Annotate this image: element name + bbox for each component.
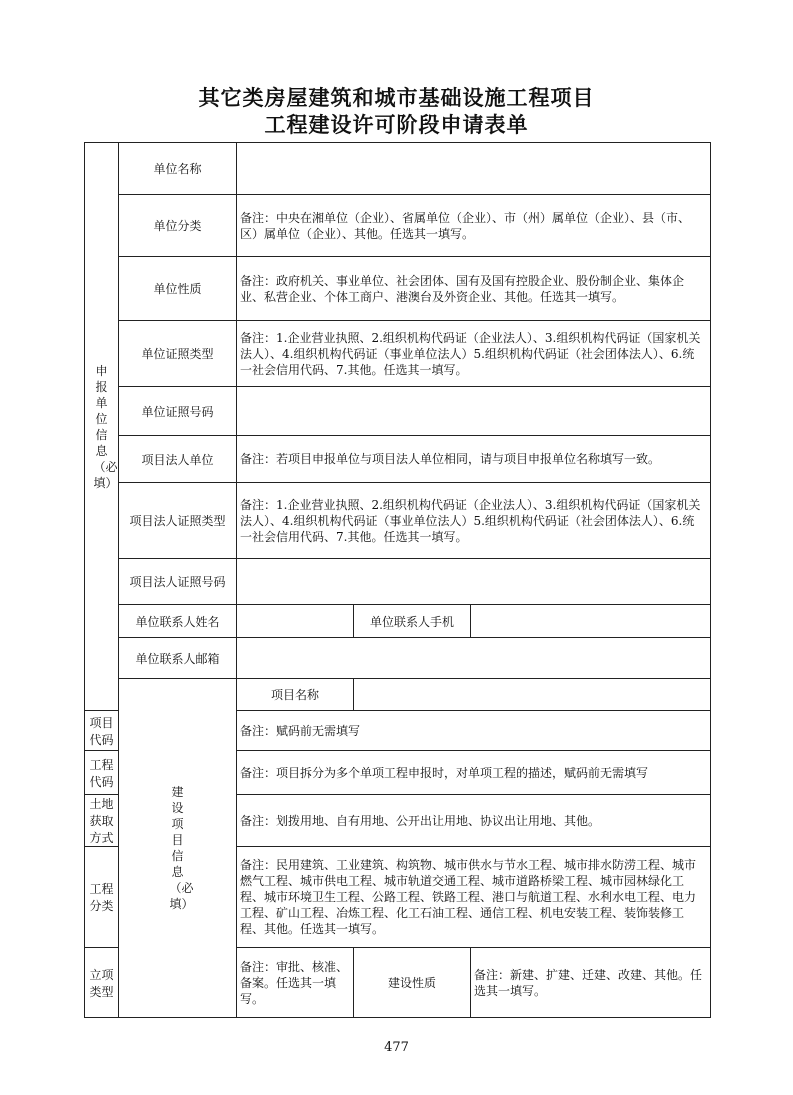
field-engineering-category[interactable]: 备注：民用建筑、工业建筑、构筑物、城市供水与节水工程、城市排水防涝工程、城市燃气工程、城市供电工程、城市轨道交通工程、城市道路桥梁工程、城市园林绿化工程、城市环境卫生工程、公路工程、铁路工程、港口与航道工程、水利水电工程、电力工程、矿山工程、冶炼工程、化工石油工程、通信工程、机电安装工程、装饰装修工程、其他。任选其一填写。 [237, 847, 711, 948]
label-unit-cert-type: 单位证照类型 [119, 321, 237, 387]
label-contact-phone: 单位联系人手机 [354, 605, 471, 638]
form-title-line2: 工程建设许可阶段申请表单 [264, 112, 529, 137]
field-unit-nature[interactable]: 备注：政府机关、事业单位、社会团体、国有及国有控股企业、股份制企业、集体企业、私营企业、个体工商户、港澳台及外资企业、其他。任选其一填写。 [237, 257, 711, 321]
field-construction-nature[interactable]: 备注：新建、扩建、迁建、改建、其他。任选其一填写。 [471, 948, 711, 1018]
field-unit-cert-no[interactable] [237, 387, 711, 436]
field-unit-category[interactable]: 备注：中央在湘单位（企业）、省属单位（企业）、市（州）属单位（企业）、县（市、区）属单位（企业）、其他。任选其一填写。 [237, 195, 711, 257]
row-unit-nature [85, 257, 711, 321]
label-unit-category: 单位分类 [119, 195, 237, 257]
label-unit-name: 单位名称 [119, 143, 237, 195]
label-land-method: 土地获取方式 [85, 795, 119, 847]
label-contact-name: 单位联系人姓名 [119, 605, 237, 638]
label-legal-cert-type: 项目法人证照类型 [119, 483, 237, 559]
field-legal-cert-type[interactable]: 备注：1.企业营业执照、2.组织机构代码证（企业法人）、3.组织机构代码证（国家机关法人）、4.组织机构代码证（事业单位法人）5.组织机构代码证（社会团体法人）、6.统一社会信用代码、7.其他。任选其一填写。 [237, 483, 711, 559]
label-construction-nature: 建设性质 [354, 948, 471, 1018]
field-unit-cert-type[interactable]: 备注：1.企业营业执照、2.组织机构代码证（企业法人）、3.组织机构代码证（国家机关法人）、4.组织机构代码证（事业单位法人）5.组织机构代码证（社会团体法人）、6.统一社会信用代码、7.其他。任选其一填写。 [237, 321, 711, 387]
form-title-line1: 其它类房屋建筑和城市基础设施工程项目 [198, 85, 595, 110]
row-legal-unit [85, 436, 711, 483]
label-legal-unit: 项目法人单位 [119, 436, 237, 483]
row-contact [85, 605, 711, 638]
field-contact-name[interactable] [237, 605, 354, 638]
field-legal-unit[interactable]: 备注：若项目申报单位与项目法人单位相同，请与项目申报单位名称填写一致。 [237, 436, 711, 483]
field-contact-phone[interactable] [471, 605, 711, 638]
label-engineering-category: 工程分类 [85, 847, 119, 948]
field-contact-email[interactable] [237, 638, 711, 679]
row-legal-cert-type [85, 483, 711, 559]
label-unit-nature: 单位性质 [119, 257, 237, 321]
application-form-table [84, 142, 711, 1018]
field-land-method[interactable]: 备注：划拨用地、自有用地、公开出让用地、协议出让用地、其他。 [237, 795, 711, 847]
field-project-name[interactable] [354, 679, 711, 711]
label-unit-cert-no: 单位证照号码 [119, 387, 237, 436]
row-unit-category [85, 195, 711, 257]
label-contact-email: 单位联系人邮箱 [119, 638, 237, 679]
row-unit-cert-no [85, 387, 711, 436]
row-unit-name [85, 143, 711, 195]
row-unit-cert-type [85, 321, 711, 387]
section-project-info [119, 679, 237, 1018]
page-number: 477 [384, 1040, 409, 1055]
section-applicant-info [85, 143, 119, 711]
field-engineering-code[interactable]: 备注：项目拆分为多个单项工程申报时，对单项工程的描述，赋码前无需填写 [237, 751, 711, 795]
field-unit-name[interactable] [237, 143, 711, 195]
label-project-code: 项目代码 [85, 711, 119, 751]
row-project-name [85, 679, 711, 711]
field-legal-cert-no[interactable] [237, 559, 711, 605]
row-legal-cert-no [85, 559, 711, 605]
label-legal-cert-no: 项目法人证照号码 [119, 559, 237, 605]
label-project-name: 项目名称 [237, 679, 354, 711]
field-approval-type[interactable]: 备注：审批、核准、备案。任选其一填写。 [237, 948, 354, 1018]
section-applicant-info-label: 申报单位信息（必填） [93, 363, 118, 490]
field-project-code[interactable]: 备注：赋码前无需填写 [237, 711, 711, 751]
label-engineering-code: 工程代码 [85, 751, 119, 795]
label-approval-type: 立项类型 [85, 948, 119, 1018]
row-contact-email [85, 638, 711, 679]
section-project-info-label: 建设项目信息（必填） [169, 785, 194, 911]
